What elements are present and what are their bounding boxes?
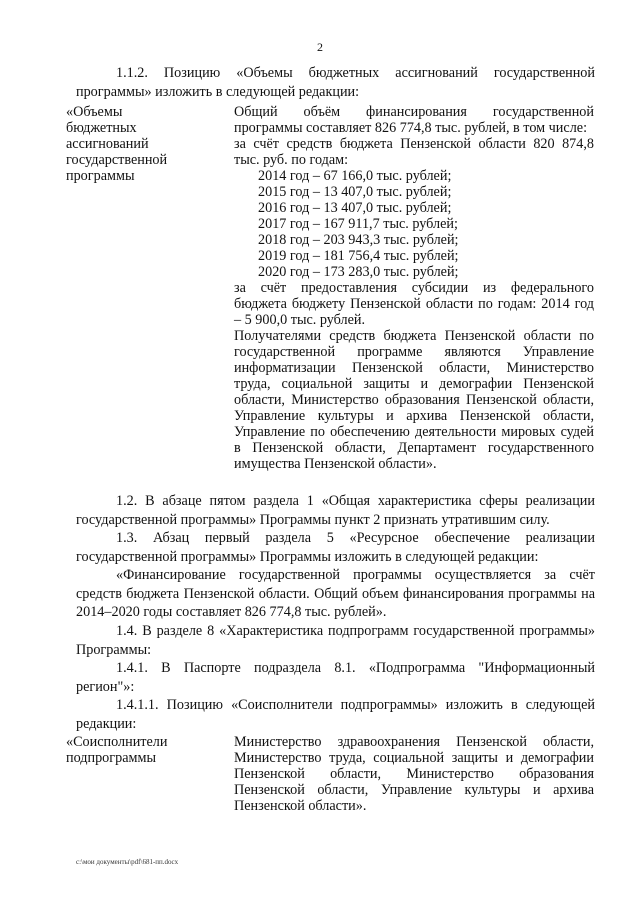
table2-left-label <box>66 734 216 766</box>
financing-total: Общий объём финансирования государственной программы составляет 826 774,8 тыс. рублей, в том числе: <box>234 104 594 136</box>
quote-financing: «Финансирование государственной программы осуществляется за счёт средств бюджета Пензенской области. Общий объем финансирования программы на 2014–2020 годы составляет 826 774,8 тыс. рублей». <box>76 567 595 621</box>
year-row: 2014 год – 67 166,0 тыс. рублей; <box>258 168 452 184</box>
year-row: 2016 год – 13 407,0 тыс. рублей; <box>258 200 452 216</box>
table1-left-line: ассигнований <box>66 136 149 152</box>
year-row: 2015 год – 13 407,0 тыс. рублей; <box>258 184 452 200</box>
item-1-1-2: 1.1.2. Позицию «Объемы бюджетных ассигнований государственной программы» изложить в следующей редакции: <box>76 65 595 100</box>
footer-file-path: c:\мои документы\pdf\681-пп.docx <box>76 858 179 866</box>
table2-left-line: «Соисполнители <box>66 734 168 750</box>
table1-left-label <box>66 104 216 184</box>
financing-recipients: Получателями средств бюджета Пензенской области по государственной программе являются Управление информатизации Пензенской области, Министерство труда, социальной защиты и демографии Пензенской области, Министерство образования Пензенской области, Управление культуры и архива Пензенской области, Управление по обеспечению деятельности мировых судей в Пензенской области, Департамент государственного имущества Пензенской области». <box>234 328 594 472</box>
financing-regional: за счёт средств бюджета Пензенской области 820 874,8 тыс. руб. по годам: <box>234 136 594 168</box>
table1-left-line: государственной <box>66 152 168 168</box>
financing-years-list <box>234 168 594 280</box>
year-row: 2019 год – 181 756,4 тыс. рублей; <box>258 248 459 264</box>
table1-left-line: бюджетных <box>66 120 137 136</box>
financing-federal: за счёт предоставления субсидии из федерального бюджета бюджету Пензенской области по годам: 2014 год – 5 900,0 тыс. рублей. <box>234 280 594 328</box>
table2-right-cell: Министерство здравоохранения Пензенской области, Министерство труда, социальной защиты и демографии Пензенской области, Министерство образования Пензенской области, Управление культуры и архива Пензенской области». <box>234 734 594 814</box>
table1-left-line: программы <box>66 168 135 184</box>
item-1-4-1-1: 1.4.1.1. Позицию «Соисполнители подпрограммы» изложить в следующей редакции: <box>76 697 595 732</box>
year-row: 2020 год – 173 283,0 тыс. рублей; <box>258 264 459 280</box>
page-number: 2 <box>317 40 323 54</box>
table2-left-line: подпрограммы <box>66 750 156 766</box>
year-row: 2018 год – 203 943,3 тыс. рублей; <box>258 232 459 248</box>
item-1-2: 1.2. В абзаце пятом раздела 1 «Общая характеристика сферы реализации государственной программы» Программы пункт 2 признать утратившим силу. <box>76 493 595 528</box>
year-row: 2017 год – 167 911,7 тыс. рублей; <box>258 216 458 232</box>
item-1-4: 1.4. В разделе 8 «Характеристика подпрограмм государственной программы» Программы: <box>76 623 595 658</box>
item-1-3: 1.3. Абзац первый раздела 5 «Ресурсное обеспечение реализации государственной программы» Программы изложить в следующей редакции: <box>76 530 595 565</box>
item-1-4-1: 1.4.1. В Паспорте подраздела 8.1. «Подпрограмма "Информационный регион"»: <box>76 660 595 695</box>
table1-right-cell <box>234 104 594 472</box>
table1-left-line: «Объемы <box>66 104 123 120</box>
